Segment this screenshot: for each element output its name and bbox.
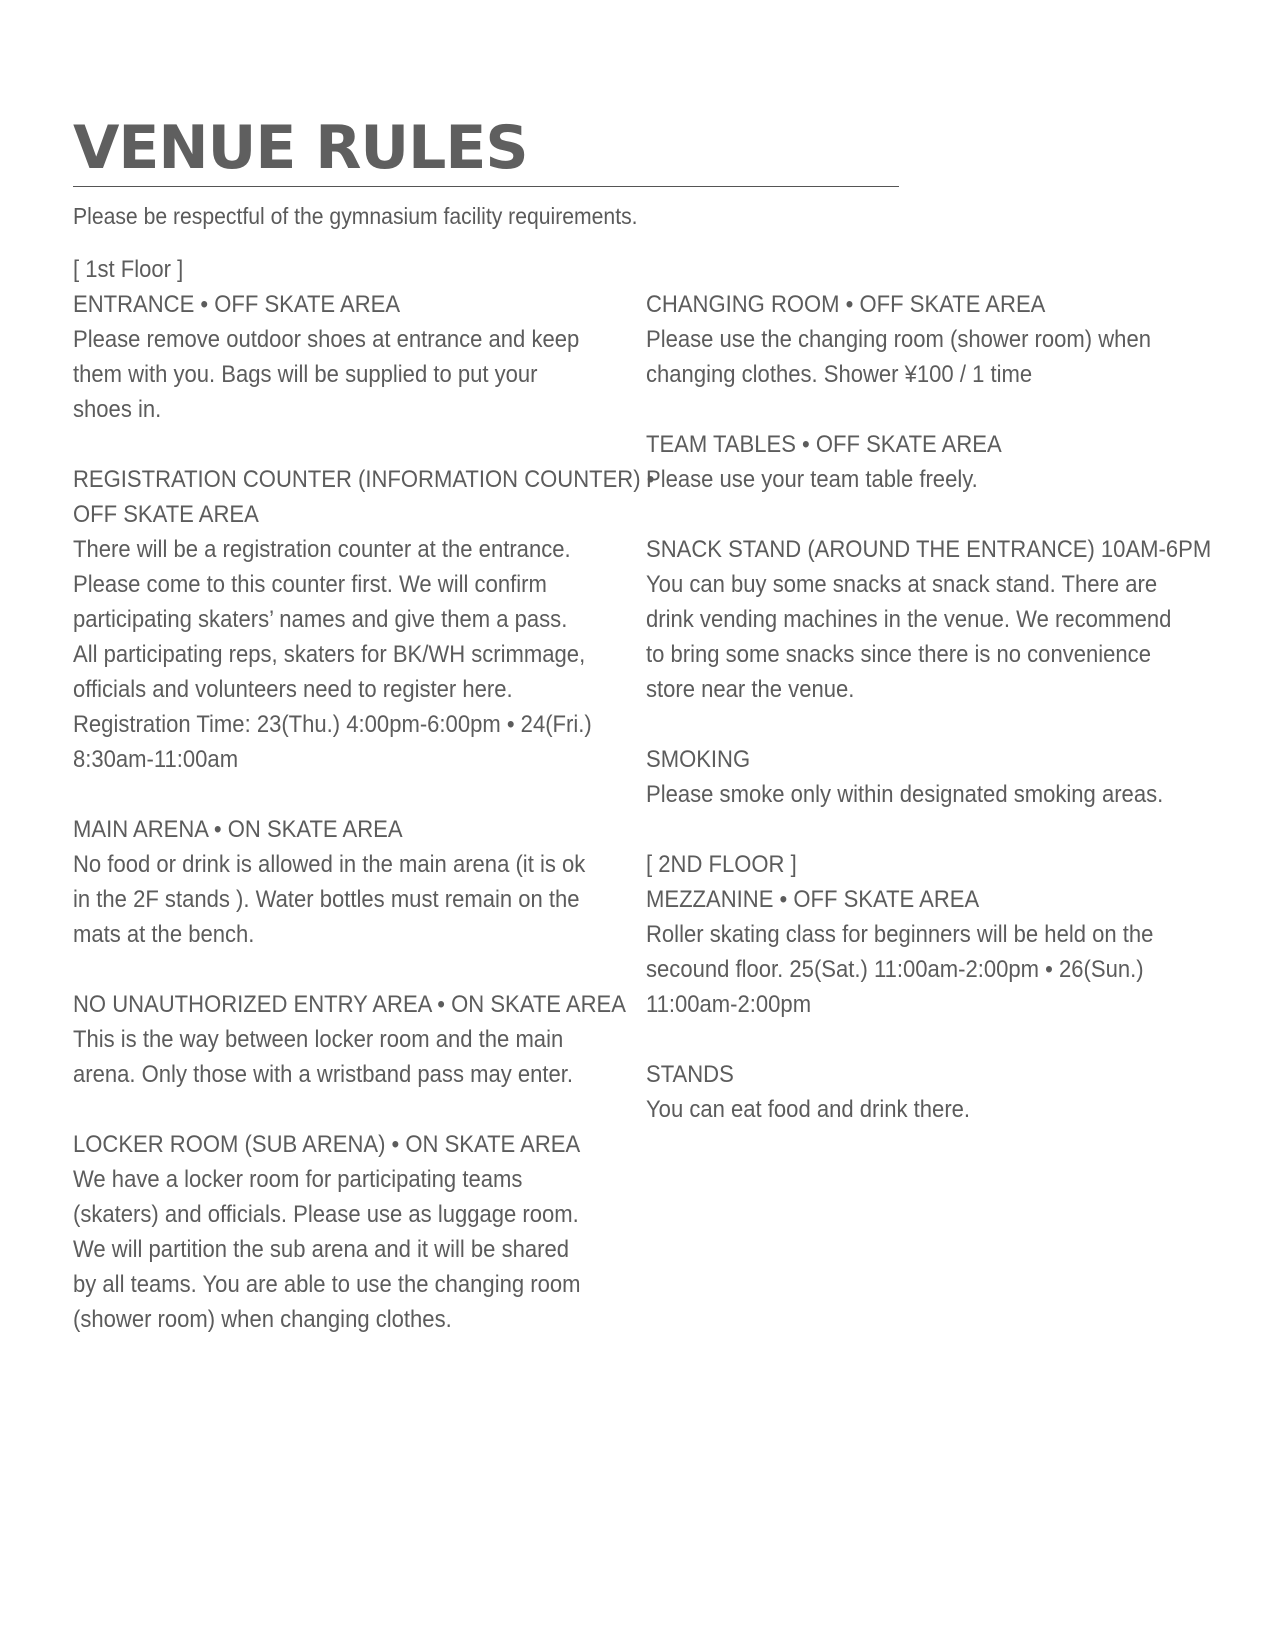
text-line: to bring some snacks since there is no convenience [646, 641, 1151, 668]
paragraph-gap [646, 707, 1204, 742]
text-line: We will partition the sub arena and it will be shared [73, 1236, 569, 1263]
text-line: them with you. Bags will be supplied to put your [73, 361, 538, 388]
right-column [646, 252, 1212, 1127]
text-line: CHANGING ROOM • OFF SKATE AREA [646, 291, 1046, 318]
text-line: store near the venue. [646, 676, 855, 703]
text-line: Please come to this counter first. We will confirm [73, 571, 547, 598]
text-line: NO UNAUTHORIZED ENTRY AREA • ON SKATE AREA [73, 991, 626, 1018]
text-line: in the 2F stands ). Water bottles must remain on the [73, 886, 580, 913]
page-subtitle: Please be respectful of the gymnasium facility requirements. [73, 203, 638, 229]
text-line: drink vending machines in the venue. We recommend [646, 606, 1172, 633]
text-line: (shower room) when changing clothes. [73, 1306, 452, 1333]
text-line: MAIN ARENA • ON SKATE AREA [73, 816, 403, 843]
text-line: 8:30am-11:00am [73, 746, 239, 773]
paragraph-gap [646, 497, 1204, 532]
text-line: mats at the bench. [73, 921, 255, 948]
text-line: LOCKER ROOM (SUB ARENA) • ON SKATE AREA [73, 1131, 581, 1158]
text-line: Please use the changing room (shower room) when [646, 326, 1151, 353]
text-line: All participating reps, skaters for BK/WH scrimmage, [73, 641, 586, 668]
text-line: REGISTRATION COUNTER (INFORMATION COUNTER) • [73, 466, 655, 493]
text-line: There will be a registration counter at the entrance. [73, 536, 571, 563]
text-line: This is the way between locker room and the main [73, 1026, 564, 1053]
title-underline [73, 186, 899, 187]
paragraph-gap [73, 952, 631, 987]
text-line: officials and volunteers need to register here. [73, 676, 513, 703]
text-line: Please smoke only within designated smoking areas. [646, 781, 1164, 808]
left-column [73, 252, 655, 1337]
text-line: 11:00am-2:00pm [646, 991, 812, 1018]
paragraph-gap [73, 1092, 631, 1127]
text-line: by all teams. You are able to use the changing room [73, 1271, 581, 1298]
text-line: changing clothes. Shower ¥100 / 1 time [646, 361, 1033, 388]
text-line: Please remove outdoor shoes at entrance and keep [73, 326, 580, 353]
text-line: Roller skating class for beginners will be held on the [646, 921, 1154, 948]
text-line: (skaters) and officials. Please use as luggage room. [73, 1201, 579, 1228]
paragraph-gap [646, 1022, 1204, 1057]
text-line: SMOKING [646, 746, 751, 773]
text-line: You can buy some snacks at snack stand. There are [646, 571, 1158, 598]
text-line: secound floor. 25(Sat.) 11:00am-2:00pm • 26(Sun.) [646, 956, 1144, 983]
text-line: We have a locker room for participating teams [73, 1166, 523, 1193]
text-line: participating skaters’ names and give them a pass. [73, 606, 568, 633]
text-line: shoes in. [73, 396, 162, 423]
text-line: STANDS [646, 1061, 734, 1088]
paragraph-gap [73, 427, 631, 462]
paragraph-gap [646, 392, 1204, 427]
text-line: MEZZANINE • OFF SKATE AREA [646, 886, 980, 913]
text-line: arena. Only those with a wristband pass may enter. [73, 1061, 574, 1088]
text-line: You can eat food and drink there. [646, 1096, 971, 1123]
text-line: [ 1st Floor ] [73, 256, 184, 283]
text-line: No food or drink is allowed in the main arena (it is ok [73, 851, 586, 878]
text-line: ENTRANCE • OFF SKATE AREA [73, 291, 401, 318]
text-line: [ 2ND FLOOR ] [646, 851, 797, 878]
paragraph-gap [646, 252, 1204, 287]
page-title: VENUE RULES [73, 113, 528, 183]
text-line: OFF SKATE AREA [73, 501, 259, 528]
text-line: Registration Time: 23(Thu.) 4:00pm-6:00pm • 24(Fri.) [73, 711, 592, 738]
paragraph-gap [646, 812, 1204, 847]
text-line: Please use your team table freely. [646, 466, 978, 493]
text-line: SNACK STAND (AROUND THE ENTRANCE) 10AM-6PM [646, 536, 1212, 563]
paragraph-gap [73, 777, 631, 812]
text-line: TEAM TABLES • OFF SKATE AREA [646, 431, 1002, 458]
